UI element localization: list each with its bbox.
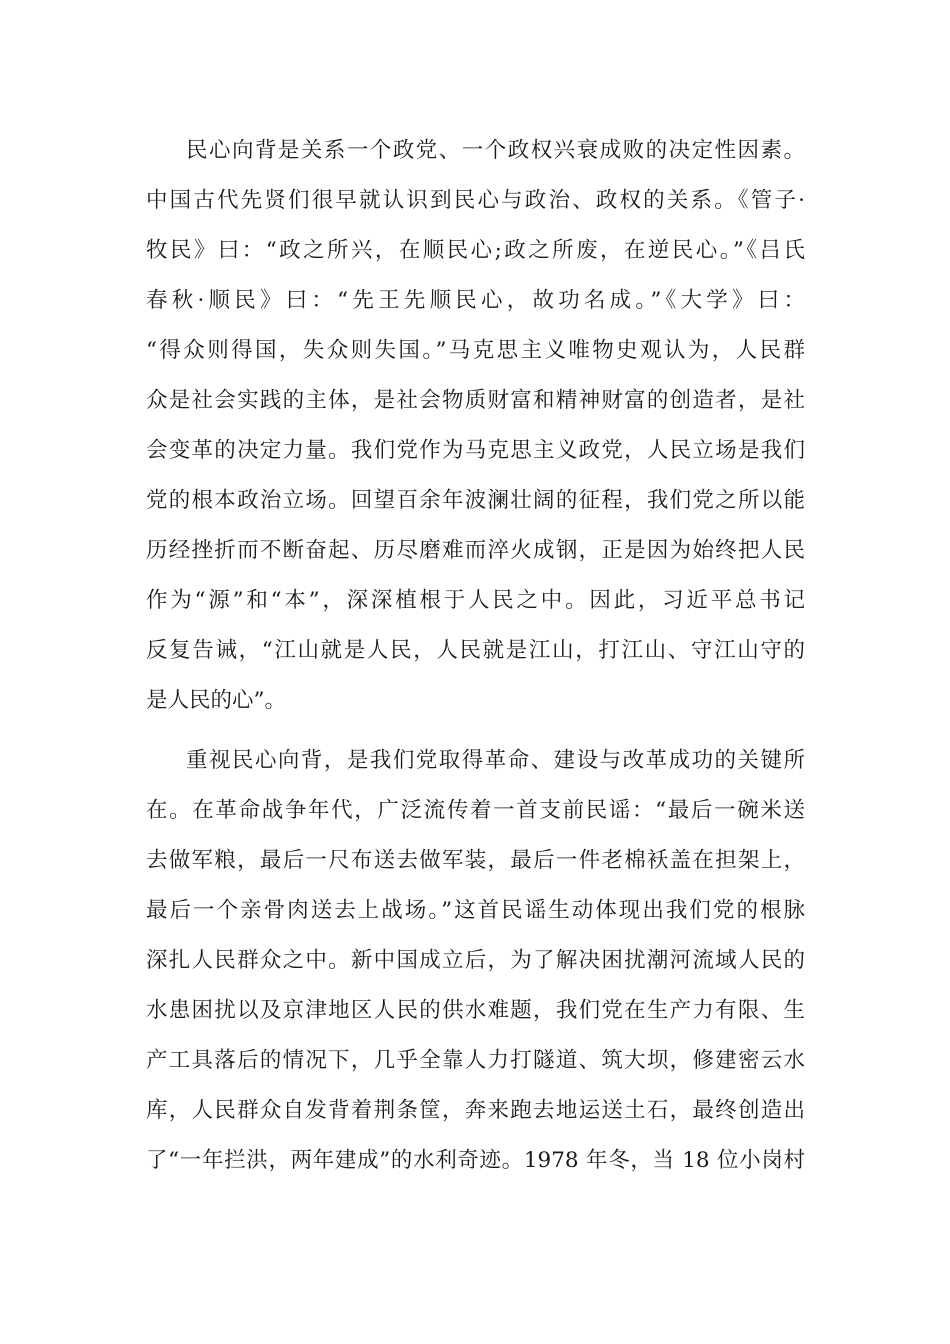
text-line: 牧民》曰：“政之所兴，在顺民心;政之所废，在逆民心。”《吕氏 xyxy=(146,238,805,263)
text-line: 反复告诫，“江山就是人民，人民就是江山，打江山、守江山守的 xyxy=(146,638,805,663)
text-line: 中国古代先贤们很早就认识到民心与政治、政权的关系。《管子· xyxy=(146,188,805,213)
text-line: 历经挫折而不断奋起、历尽磨难而淬火成钢，正是因为始终把人民 xyxy=(146,538,805,563)
text-line: 去做军粮，最后一尺布送去做军装，最后一件老棉袄盖在担架上， xyxy=(146,848,805,873)
text-line: 作为“源”和“本”，深深植根于人民之中。因此，习近平总书记 xyxy=(146,588,805,613)
text-line: 重视民心向背，是我们党取得革命、建设与改革成功的关键所 xyxy=(186,748,805,773)
text-line: 最后一个亲骨肉送去上战场。”这首民谣生动体现出我们党的根脉 xyxy=(146,898,805,923)
text-line: 民心向背是关系一个政党、一个政权兴衰成败的决定性因素。 xyxy=(186,138,805,163)
text-line: 会变革的决定力量。我们党作为马克思主义政党，人民立场是我们 xyxy=(146,438,805,463)
text-line: 了“一年拦洪，两年建成”的水利奇迹。1978 年冬，当 18 位小岗村 xyxy=(146,1148,805,1173)
text-line: 深扎人民群众之中。新中国成立后，为了解决困扰潮河流域人民的 xyxy=(146,948,805,973)
text-line: 水患困扰以及京津地区人民的供水难题，我们党在生产力有限、生 xyxy=(146,998,805,1023)
text-line: 产工具落后的情况下，几乎全靠人力打隧道、筑大坝，修建密云水 xyxy=(146,1048,805,1073)
text-line: 春秋·顺民》曰：“先王先顺民心，故功名成。”《大学》曰： xyxy=(146,288,805,313)
text-line: 在。在革命战争年代，广泛流传着一首支前民谣：“最后一碗米送 xyxy=(146,798,805,823)
text-line: “得众则得国，失众则失国。”马克思主义唯物史观认为，人民群 xyxy=(146,338,805,363)
text-line: 库，人民群众自发背着荆条筐，奔来跑去地运送土石，最终创造出 xyxy=(146,1098,805,1123)
text-line: 众是社会实践的主体，是社会物质财富和精神财富的创造者，是社 xyxy=(146,388,805,413)
text-line: 是人民的心”。 xyxy=(146,688,286,713)
text-line: 党的根本政治立场。回望百余年波澜壮阔的征程，我们党之所以能 xyxy=(146,488,805,513)
